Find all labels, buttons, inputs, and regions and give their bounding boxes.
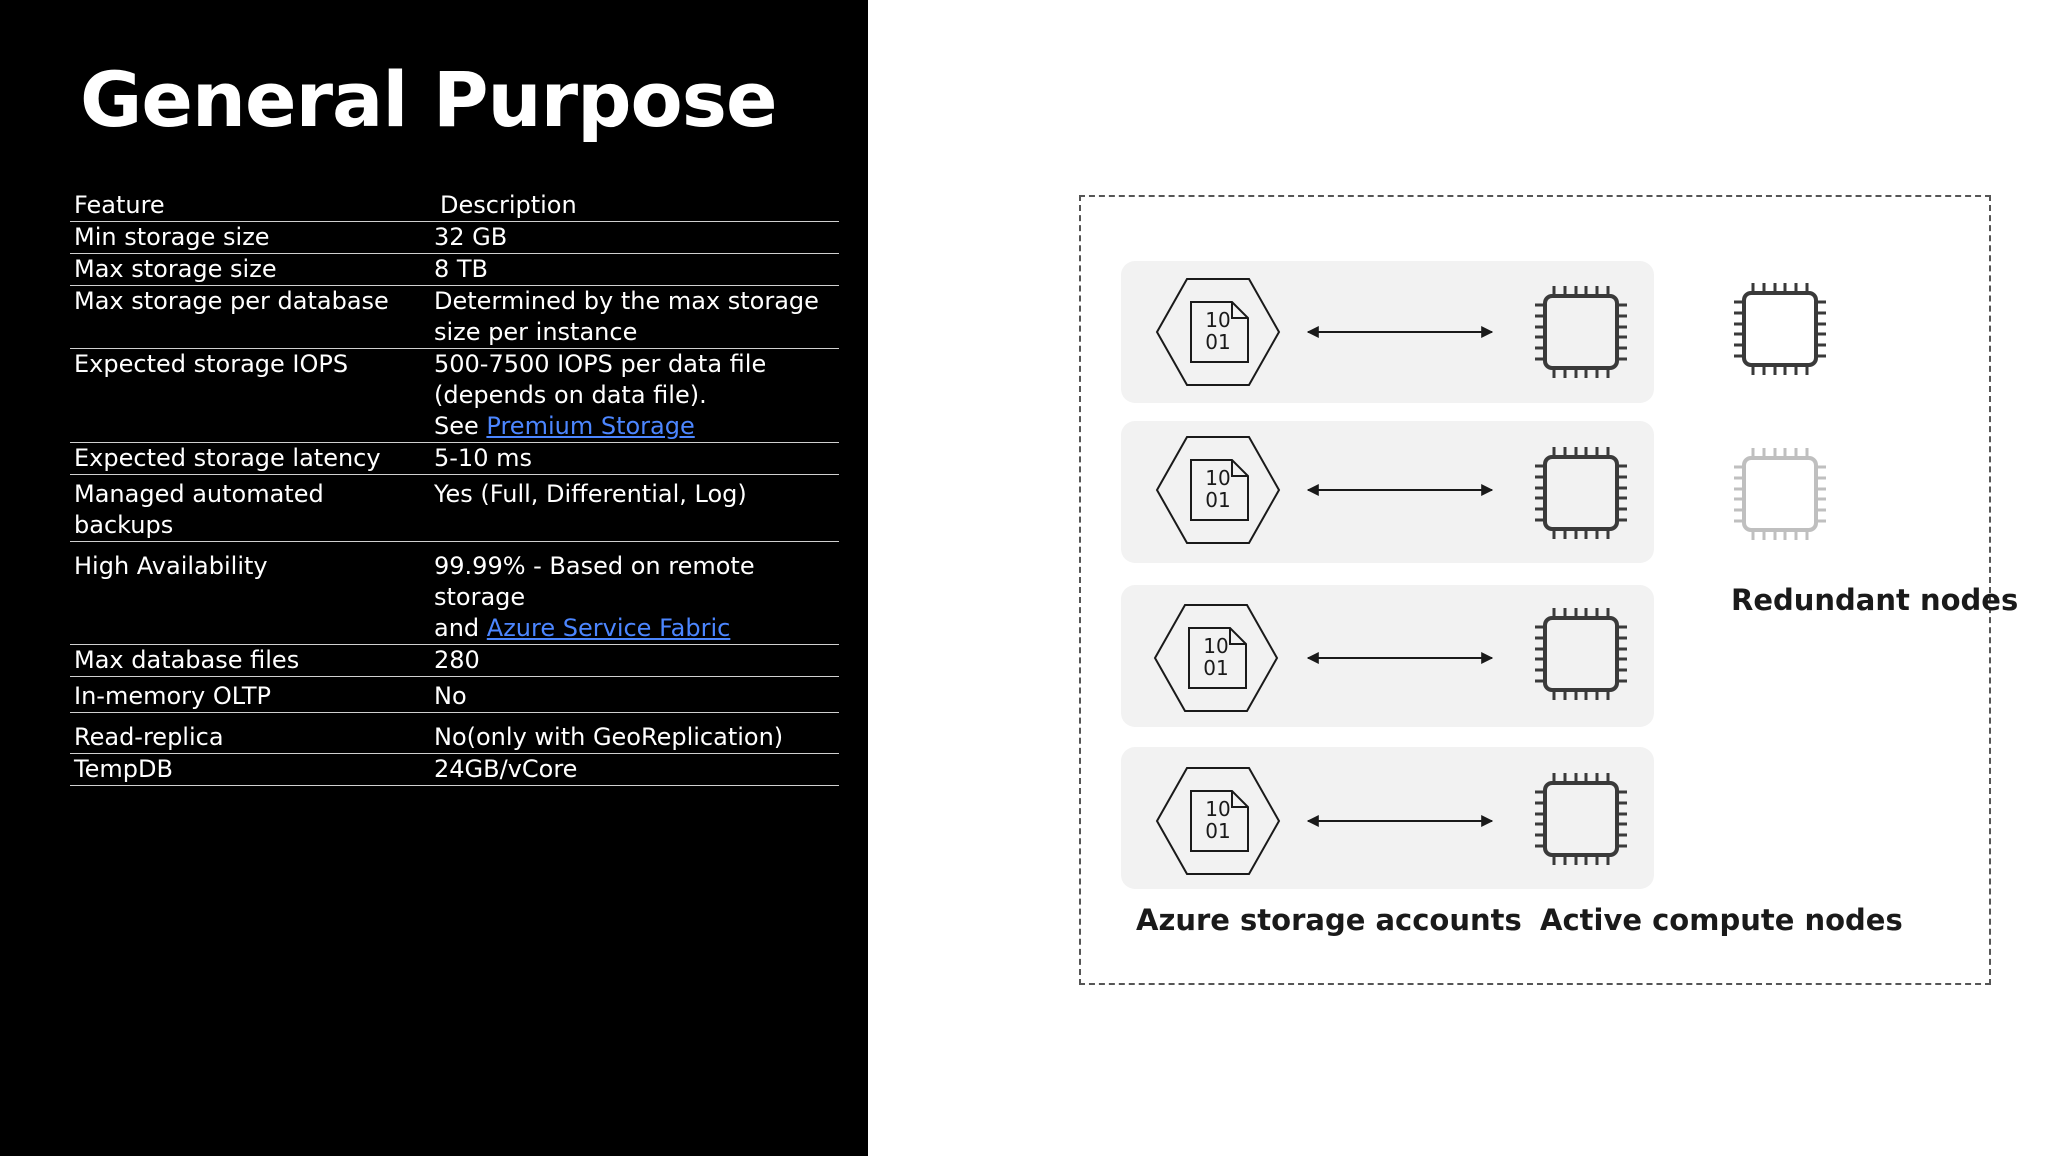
description-cell [424,286,839,349]
description-cell [424,254,839,286]
redundant-faded-cpu-chip-icon [1734,448,1826,540]
file-icon-text: 10 [1205,797,1231,821]
table-row [70,713,839,754]
description-cell [424,713,839,754]
table-row [70,677,839,713]
file-icon-text: 01 [1205,488,1231,512]
description-text: 32 GB [434,223,508,251]
storage-accounts-label: Azure storage accounts [1136,903,1522,937]
file-icon-text: 10 [1205,466,1231,490]
storage-compute-row [1121,747,1654,889]
description-cell [424,677,839,713]
feature-cell: Read-replica [70,713,424,754]
see-prefix: See [434,412,487,440]
description-cell [424,349,839,443]
description-text: No [434,682,467,710]
table-row [70,222,839,254]
premium-storage-link[interactable]: Premium Storage [486,412,695,440]
description-text: size per instance [434,318,638,346]
header-description: Description [424,190,839,222]
table-header-row [70,190,839,222]
description-text: No(only with GeoReplication) [434,723,784,751]
description-text: 8 TB [434,255,489,283]
feature-table [70,190,839,786]
azure-service-fabric-link[interactable]: Azure Service Fabric [486,614,731,642]
storage-compute-row [1121,585,1654,727]
storage-compute-row [1121,421,1654,563]
table-row [70,475,839,542]
description-cell [424,645,839,677]
description-text: Yes (Full, Differential, Log) [434,480,747,508]
description-cell [424,542,839,645]
page-title: General Purpose [80,55,777,144]
feature-cell: In-memory OLTP [70,677,424,713]
feature-cell: High Availability [70,542,424,645]
feature-cell: Max database files [70,645,424,677]
description-cell [424,222,839,254]
row-background [1121,585,1654,727]
feature-cell: Expected storage IOPS [70,349,424,443]
table-row [70,349,839,443]
table-row [70,542,839,645]
file-icon-text: 01 [1203,656,1229,680]
description-cell [424,475,839,542]
feature-cell: Max storage size [70,254,424,286]
file-icon-text: 10 [1203,634,1229,658]
table-row [70,254,839,286]
architecture-diagram [1079,195,2019,985]
description-text: 5-10 ms [434,444,532,472]
table-row [70,443,839,475]
description-text: (depends on data file). [434,381,707,409]
redundant-cpu-chip-icon [1734,283,1826,375]
description-text: 24GB/vCore [434,755,578,783]
description-text: 99.99% - Based on remote storage [434,552,755,611]
description-text: 500-7500 IOPS per data file [434,350,767,378]
feature-cell: Min storage size [70,222,424,254]
feature-cell: Managed automated backups [70,475,424,542]
description-cell [424,443,839,475]
file-icon-text: 01 [1205,330,1231,354]
active-compute-label: Active compute nodes [1540,903,1903,937]
description-text: 280 [434,646,480,674]
table-row [70,754,839,786]
file-icon-text: 10 [1205,308,1231,332]
table-row [70,645,839,677]
row-background [1121,421,1654,563]
description-cell [424,754,839,786]
redundant-nodes-label: Redundant nodes [1731,583,2019,617]
feature-cell: TempDB [70,754,424,786]
and-prefix: and [434,614,487,642]
header-feature: Feature [70,190,424,222]
file-icon-text: 01 [1205,819,1231,843]
table-row [70,286,839,349]
description-text: Determined by the max storage [434,287,819,315]
storage-compute-row [1121,261,1654,403]
feature-cell: Max storage per database [70,286,424,349]
feature-cell: Expected storage latency [70,443,424,475]
